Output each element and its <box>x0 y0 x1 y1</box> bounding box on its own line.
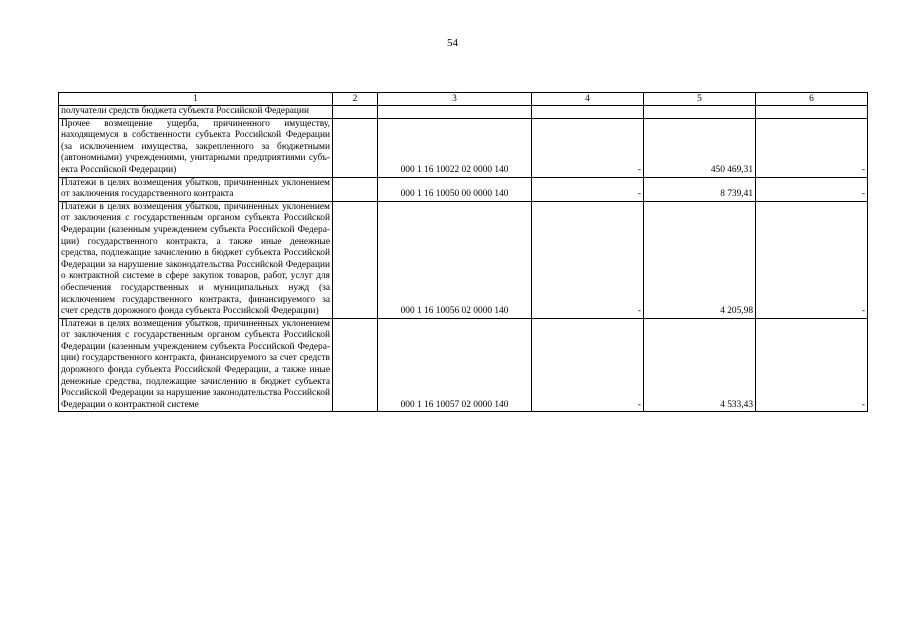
row-col4: - <box>532 118 644 177</box>
row-amount: 450 469,31 <box>644 118 756 177</box>
table-row <box>59 177 868 201</box>
table-row <box>59 106 868 119</box>
row-code: 000 1 16 10022 02 0000 140 <box>378 118 532 177</box>
row-code: 000 1 16 10050 00 0000 140 <box>378 177 532 201</box>
table-header-row <box>59 93 868 106</box>
row-amount: 4 205,98 <box>644 201 756 318</box>
row-amount <box>644 106 756 119</box>
row-description: Платежи в целях возмещения убытков, причиненных уклонением от заключения государственного контракта <box>59 177 333 201</box>
page-number: 54 <box>447 37 458 49</box>
row-col4: - <box>532 318 644 412</box>
row-col2 <box>333 177 378 201</box>
column-header: 5 <box>644 93 756 106</box>
row-col2 <box>333 318 378 412</box>
column-header: 1 <box>59 93 333 106</box>
row-col6: - <box>756 201 868 318</box>
row-col6 <box>756 106 868 119</box>
row-col6: - <box>756 118 868 177</box>
row-col4: - <box>532 177 644 201</box>
row-col2 <box>333 106 378 119</box>
row-code: 000 1 16 10057 02 0000 140 <box>378 318 532 412</box>
revenue-table <box>58 92 868 412</box>
row-amount: 8 739,41 <box>644 177 756 201</box>
row-description: Платежи в целях возмещения убытков, причиненных уклонением от заключения с государственным органом субъекта Российской Федерации (казенным учреждением субъекта Российской Федерации) государственного контракта, финансируемого за счет средств дорожного фонда субъекта Российской Федерации, а также иные денежные средства, подлежащие зачислению в бюджет субъекта Российской Федерации за нарушение законодательства Российской Федерации о контрактной системе <box>59 318 333 412</box>
row-description: Платежи в целях возмещения убытков, причиненных уклонением от заключения с государственным органом субъекта Российской Федерации (казенным учреждением субъекта Российской Федерации) государственного контракта, а также иные денежные средства, подлежащие зачислению в бюджет субъекта Российской Федерации за нарушение законодательства Российской Федерации о контрактной системе в сфере закупок товаров, работ, услуг для обеспечения государственных и муниципальных нужд (за исключением государственного контракта, финансируемого за счет средств дорожного фонда субъекта Российской Федерации) <box>59 201 333 318</box>
row-col4: - <box>532 201 644 318</box>
column-header: 2 <box>333 93 378 106</box>
row-description: получатели средств бюджета субъекта Российской Федерации <box>59 106 333 119</box>
column-header: 3 <box>378 93 532 106</box>
table-row <box>59 318 868 412</box>
row-col4 <box>532 106 644 119</box>
table-row <box>59 118 868 177</box>
column-header: 6 <box>756 93 868 106</box>
row-code <box>378 106 532 119</box>
row-col6: - <box>756 318 868 412</box>
row-amount: 4 533,43 <box>644 318 756 412</box>
table-row <box>59 201 868 318</box>
column-header: 4 <box>532 93 644 106</box>
row-description: Прочее возмещение ущерба, причиненного имуществу, находящемуся в собственности субъекта Российской Федерации (за исключением имущества, закрепленного за бюджетными (автономными) учреждениями, унитарными предприятиями субъекта Российской Федерации) <box>59 118 333 177</box>
row-col2 <box>333 118 378 177</box>
row-col2 <box>333 201 378 318</box>
row-code: 000 1 16 10056 02 0000 140 <box>378 201 532 318</box>
row-col6: - <box>756 177 868 201</box>
